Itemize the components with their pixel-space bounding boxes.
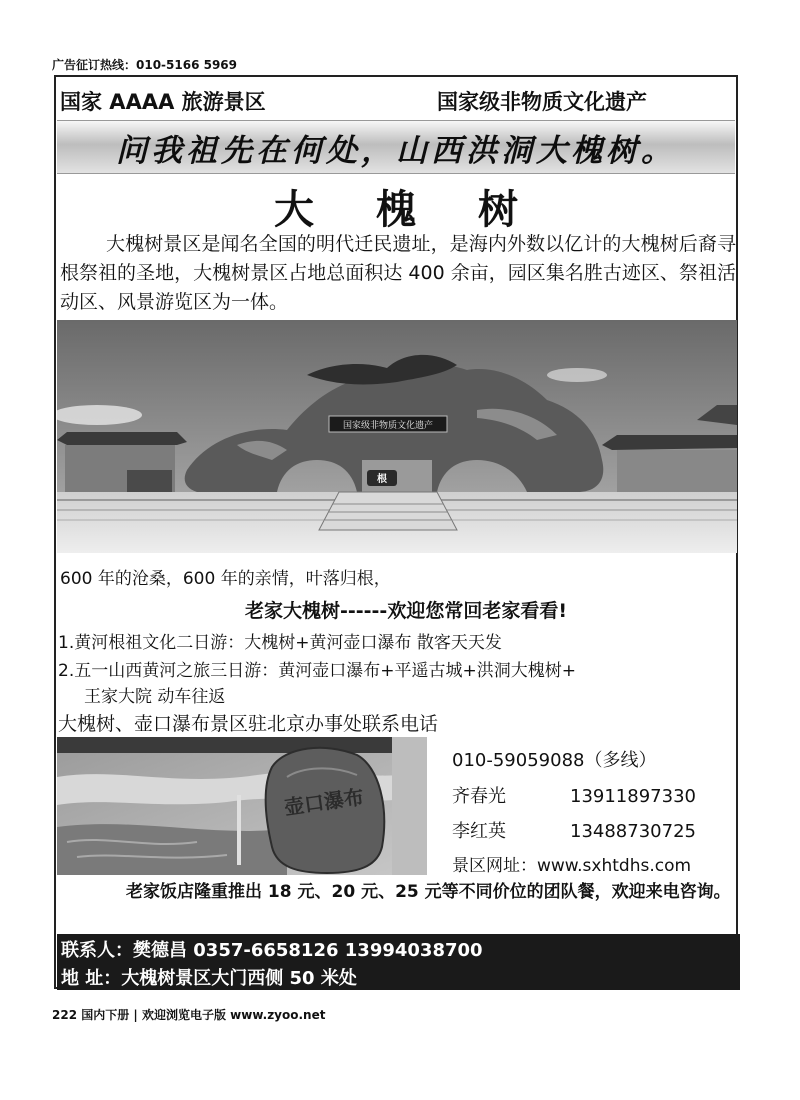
tour-item-2-continued: 王家大院 动车往返 (84, 687, 226, 707)
contact-name: 李红英 (452, 821, 506, 842)
contact-name: 齐春光 (452, 786, 506, 807)
page-title: 大槐树 (274, 187, 580, 233)
scenic-gate-photo (57, 320, 737, 553)
website-link[interactable]: www.sxhtdhs.com (537, 856, 692, 876)
page-footer: 222 国内下册 | 欢迎浏览电子版 www.zyoo.net (52, 1008, 326, 1022)
caption-text: 600 年的沧桑，600 年的亲情，叶落归根， (60, 569, 391, 589)
banner-text: 问我祖先在何处，山西洪洞大槐树。 (116, 132, 676, 169)
ad-hotline: 广告征订热线：010-5166 5969 (52, 58, 238, 72)
gate-sign-text: 根 (377, 474, 387, 485)
contact-box-address: 地 址：大槐树景区大门西侧 50 米处 (61, 968, 357, 989)
stone-inscription: 壶口瀑布 (282, 784, 366, 820)
contact-person-2 (452, 817, 696, 843)
contact-phone: 13911897330 (570, 786, 696, 807)
contact-phone: 13488730725 (570, 821, 696, 842)
intro-paragraph: 大槐树景区是闻名全国的明代迁民遗址，是海内外数以亿计的大槐树后裔寻根祭祖的圣地，大槐树景区占地总面积达 400 余亩，园区集名胜古迹区、祭祖活动区、风景游览区为一体。 (60, 233, 736, 313)
gate-plaque-text: 国家级非物质文化遗产 (342, 421, 434, 431)
header-left: 国家 AAAA 旅游景区 (60, 90, 266, 114)
website-label: 景区网址： (452, 856, 537, 876)
welcome-slogan: 老家大槐树------欢迎您常回老家看看! (245, 600, 567, 622)
office-phone: 010-59059088（多线） (452, 750, 657, 771)
tour-item-1: 1.黄河根祖文化二日游：大槐树+黄河壶口瀑布 散客天天发 (58, 633, 502, 653)
restaurant-promo: 老家饭店隆重推出 18 元、20 元、25 元等不同价位的团队餐，欢迎来电咨询。 (126, 882, 731, 902)
website-line (452, 851, 691, 876)
header-right: 国家级非物质文化遗产 (437, 90, 647, 114)
office-heading: 大槐树、壶口瀑布景区驻北京办事处联系电话 (58, 713, 439, 735)
contact-box (57, 934, 740, 990)
contact-person-1 (452, 782, 696, 808)
waterfall-stone-photo (57, 737, 427, 875)
tour-item-2: 2.五一山西黄河之旅三日游：黄河壶口瀑布+平遥古城+洪洞大槐树+ (58, 661, 576, 681)
slogan-banner (57, 120, 735, 174)
contact-box-person: 联系人：樊德昌 0357-6658126 13994038700 (61, 940, 483, 961)
